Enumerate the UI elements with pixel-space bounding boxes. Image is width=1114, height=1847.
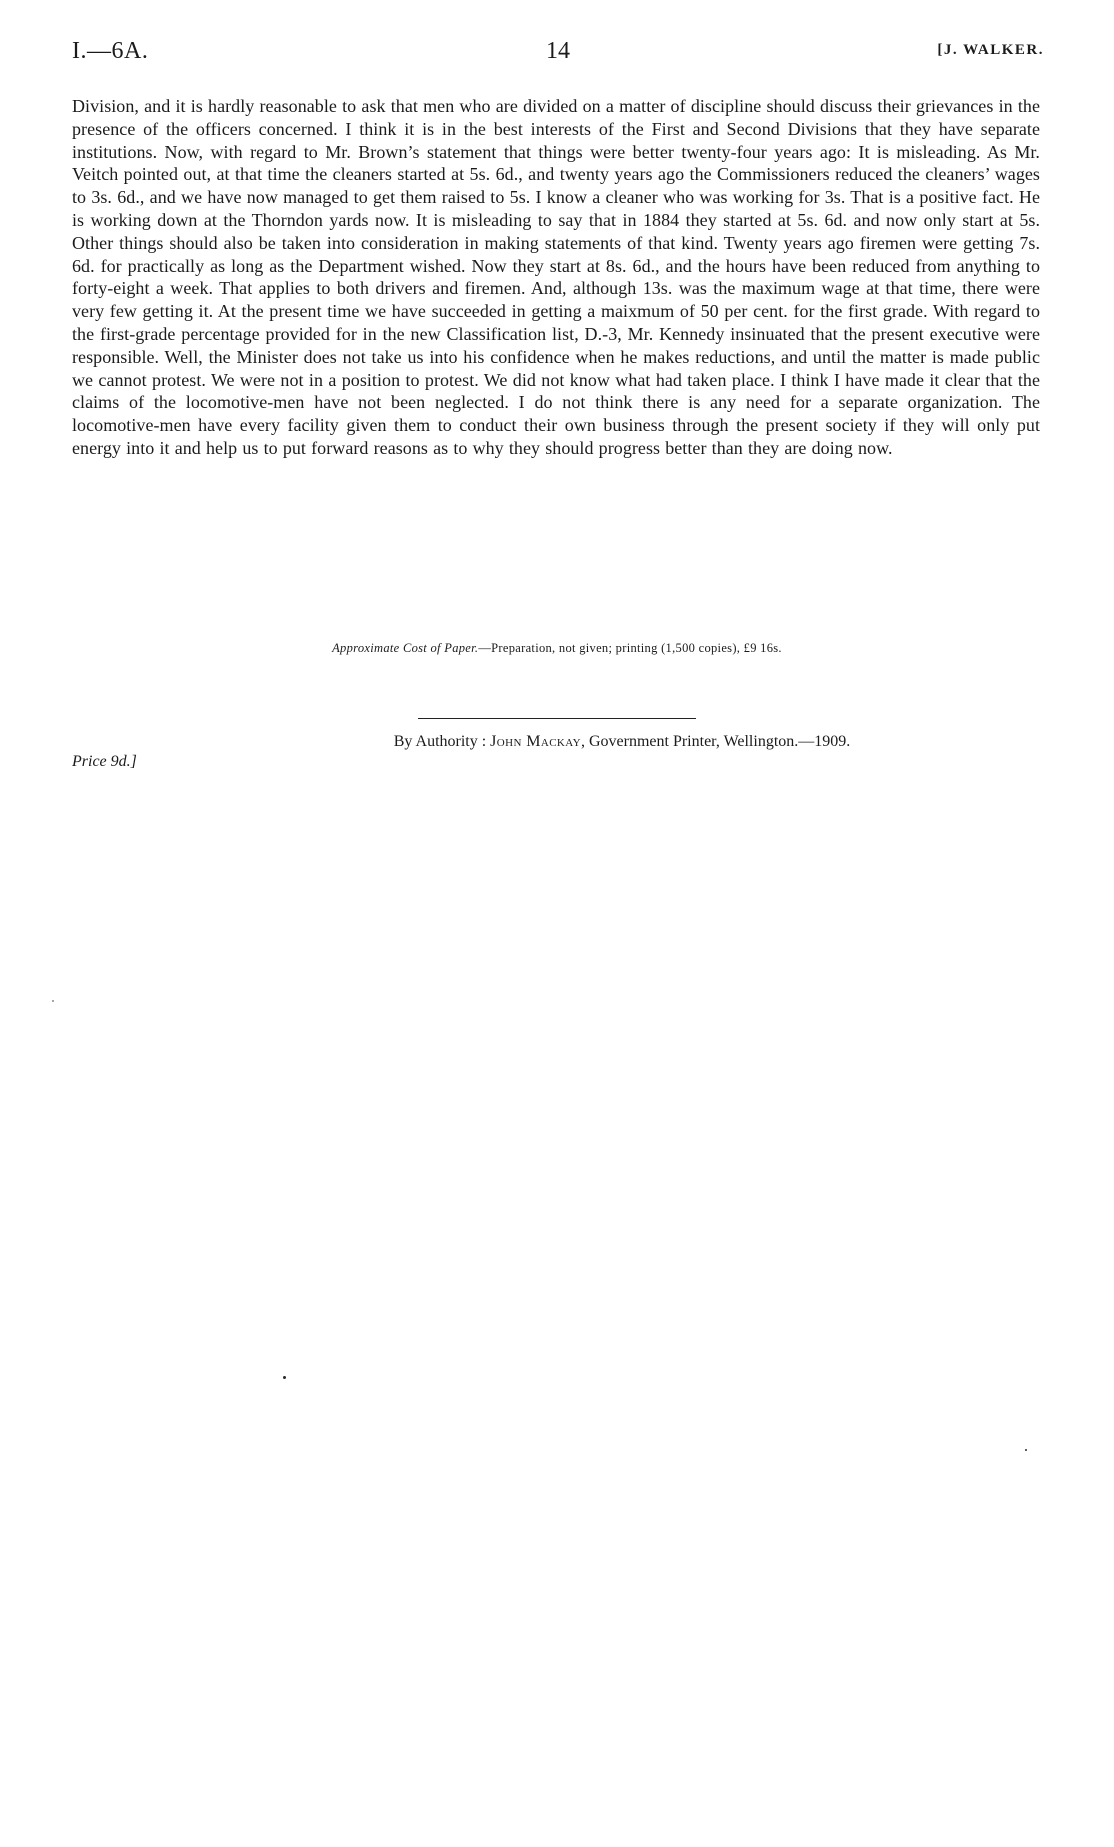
- cost-detail: —Preparation, not given; printing (1,500 copies), £9 16s.: [478, 641, 782, 655]
- scan-speck: [52, 1000, 54, 1002]
- horizontal-rule: [418, 718, 696, 719]
- imprint-prefix: By Authority :: [393, 733, 487, 750]
- printer-imprint: [0, 733, 1114, 751]
- cost-of-paper-line: [0, 641, 1114, 656]
- witness-name: [J. WALKER.: [937, 42, 1044, 58]
- scan-speck: [1025, 1449, 1027, 1451]
- paper-reference: I.—6A.: [72, 38, 149, 64]
- running-header: [72, 38, 1044, 72]
- scan-speck: [283, 1376, 286, 1379]
- imprint-printer-name: John Mackay: [490, 733, 581, 750]
- page-number: 14: [546, 38, 570, 64]
- price-note: Price 9d.]: [72, 753, 137, 770]
- imprint-suffix: , Government Printer, Wellington.—1909.: [580, 733, 851, 750]
- body-paragraph: Division, and it is hardly reasonable to ask that men who are divided on a matter of discipline should discuss their grievances in the presence of the officers concerned. I think it is in the best interests of the First and Second Divisions that they have separate institutions. Now, with regard to Mr. Brown’s statement that things were better twenty-four years ago: It is misleading. As Mr. Veitch pointed out, at that time the cleaners started at 5s. 6d., and twenty years ago the Commissioners reduced the cleaners’ wages to 3s. 6d., and we have now managed to get them raised to 5s. I know a cleaner who was working for 3s. That is a positive fact. He is working down at the Thorndon yards now. It is misleading to say that in 1884 they started at 5s. 6d. and now only start at 5s. Other things should also be taken into consideration in making statements of that kind. Twenty years ago firemen were getting 7s. 6d. for practically as long as the Department wished. Now they start at 8s. 6d., and the hours have been reduced from anything to forty-eight a week. That applies to both drivers and firemen. And, although 13s. was the maximum wage at that time, there were very few getting it. At the present time we have succeeded in getting a maixmum of 50 per cent. for the first grade. With regard to the first-grade percentage provided for in the new Classification list, D.-3, Mr. Kennedy insinuated that the present executive were responsible. Well, the Minister does not take us into his confidence when he makes reductions, and until the matter is made public we cannot protest. We were not in a position to protest. We did not know what had taken place. I think I have made it clear that the claims of the locomotive-men have not been neglected. I do not think there is any need for a separate organization. The locomotive-men have every facility given them to conduct their own business through the present society if they will only put energy into it and help us to put forward reasons as to why they should progress better than they are doing now.: [72, 96, 1040, 458]
- cost-label: Approximate Cost of Paper.: [332, 641, 479, 655]
